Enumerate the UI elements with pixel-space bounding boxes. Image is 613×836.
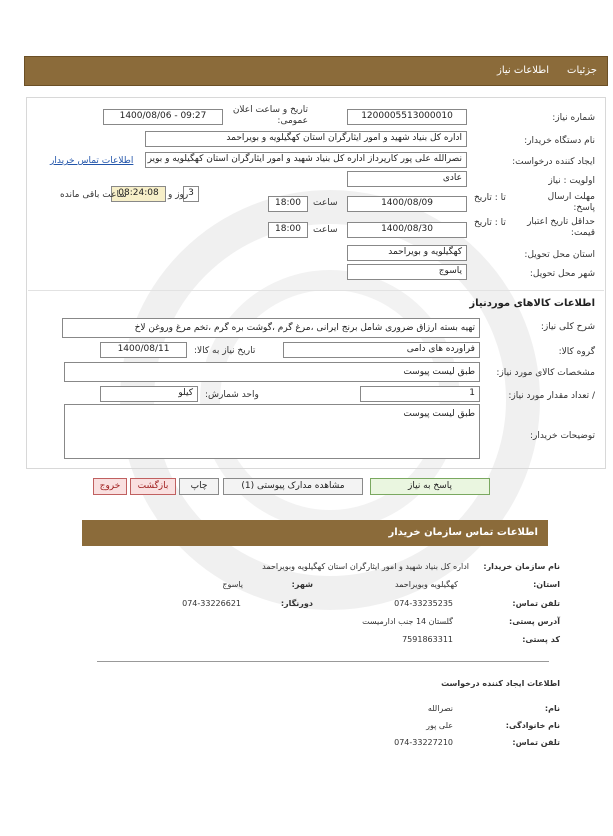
breadcrumb-details[interactable]: جزئیات xyxy=(567,65,597,76)
attachments-button[interactable]: مشاهده مدارک پیوستی (1) xyxy=(223,478,363,495)
creator-label: ایجاد کننده درخواست: xyxy=(512,157,595,167)
requester-first-name-value: نصرالله xyxy=(427,704,453,713)
buyer-org-label: نام دستگاه خریدار: xyxy=(524,136,595,146)
exit-button[interactable]: خروج xyxy=(93,478,127,495)
price-date-field: 1400/08/30 xyxy=(347,222,467,238)
contact-province-label: استان: xyxy=(533,580,560,589)
reply-time-field: 18:00 xyxy=(268,196,308,212)
reply-date-field: 1400/08/09 xyxy=(347,196,467,212)
contact-address-label: آدرس پستی: xyxy=(509,617,560,626)
remaining-time-field: 08:24:08 xyxy=(111,186,166,202)
contact-org-label: نام سازمان خریدار: xyxy=(483,562,560,571)
buyer-notes-label: توضیحات خریدار: xyxy=(529,431,595,441)
need-date-label: تاریخ نیاز به کالا: xyxy=(194,346,256,356)
section-divider xyxy=(28,290,604,291)
summary-label: شرح کلی نیاز: xyxy=(540,322,595,332)
contact-title: اطلاعات تماس سازمان خریدار xyxy=(388,527,538,538)
print-button[interactable]: چاپ xyxy=(179,478,219,495)
priority-field: عادی xyxy=(347,171,467,187)
unit-field: کیلو xyxy=(100,386,198,402)
specs-label: مشخصات کالای مورد نیاز: xyxy=(496,368,595,378)
contact-divider xyxy=(97,661,549,662)
buyer-org-field: اداره کل بنیاد شهید و امور ایثارگران استان کهگیلویه و بویراحمد xyxy=(145,131,467,147)
announce-field: 1400/08/06 - 09:27 xyxy=(103,109,223,125)
goods-section-title: اطلاعات کالاهای موردنیاز xyxy=(469,298,595,309)
requester-first-name-label: نام: xyxy=(544,704,560,713)
contact-fax-label: دورنگار: xyxy=(280,599,313,608)
price-until-label: تا : تاریخ xyxy=(474,218,506,228)
reply-time-label: ساعت xyxy=(313,198,338,208)
reply-button[interactable]: پاسخ به نیاز xyxy=(370,478,490,495)
contact-province-value: کهگیلویه وبویراحمد xyxy=(394,580,458,589)
days-left-field: 3 xyxy=(183,186,199,202)
back-button[interactable]: بازگشت xyxy=(130,478,176,495)
remaining-label: ساعت باقی مانده xyxy=(60,190,127,200)
days-label: روز و xyxy=(168,190,189,200)
need-number-field: 1200005513000010 xyxy=(347,109,467,125)
requester-title: اطلاعات ایجاد کننده درخواست xyxy=(441,679,560,688)
price-time-field: 18:00 xyxy=(268,222,308,238)
contact-fax-value: 074-33226621 xyxy=(182,599,241,608)
contact-postal-label: کد پستی: xyxy=(522,635,560,644)
contact-address-value: گلستان 14 جنب ادارمیست xyxy=(362,617,453,626)
contact-header xyxy=(82,520,548,546)
announce-label: تاریخ و ساعت اعلان عمومی: xyxy=(232,105,308,126)
city-field: یاسوج xyxy=(347,264,467,280)
page-header xyxy=(24,56,608,86)
province-label: استان محل تحویل: xyxy=(524,250,595,260)
price-time-label: ساعت xyxy=(313,225,338,235)
reply-until-label: تا : تاریخ xyxy=(474,193,506,203)
reply-deadline-label: مهلت ارسال پاسخ: xyxy=(547,192,595,213)
requester-last-name-value: علی پور xyxy=(426,721,453,730)
buyer-contact-link[interactable]: اطلاعات تماس خریدار xyxy=(50,156,134,166)
need-number-label: شماره نیاز: xyxy=(552,113,595,123)
contact-org-value: اداره کل بنیاد شهید و امور ایثارگران استان کهگیلویه وبویراحمد xyxy=(262,562,469,571)
requester-phone-value: 074-33227210 xyxy=(394,738,453,747)
qty-field: 1 xyxy=(360,386,480,402)
contact-city-value: یاسوج xyxy=(222,580,243,589)
contact-phone-label: تلفن تماس: xyxy=(512,599,560,608)
contact-city-label: شهر: xyxy=(291,580,313,589)
summary-field: تهیه بسته ارزاق ضروری شامل برنج ایرانی ،مرغ گرم ،گوشت بره گرم ،تخم مرغ وروغن لاخ xyxy=(62,318,480,338)
province-field: کهگیلویه و بویراحمد xyxy=(347,245,467,261)
creator-field: نصرالله علی پور کارپرداز اداره کل بنیاد شهید و امور ایثارگران استان کهگیلویه و بویر xyxy=(145,152,467,168)
qty-label: / تعداد مقدار مورد نیاز: xyxy=(508,391,595,401)
need-date-field: 1400/08/11 xyxy=(100,342,187,358)
group-field: فراورده های دامی xyxy=(283,342,480,358)
buyer-notes-field: طبق لیست پیوست xyxy=(64,404,480,459)
requester-last-name-label: نام خانوادگی: xyxy=(505,721,560,730)
specs-field: طبق لیست پیوست xyxy=(64,362,480,382)
contact-phone-value: 074-33235235 xyxy=(394,599,453,608)
priority-label: اولویت : نیاز xyxy=(548,176,595,186)
unit-label: واحد شمارش: xyxy=(205,390,259,400)
group-label: گروه کالا: xyxy=(558,347,595,357)
contact-postal-value: 7591863311 xyxy=(402,635,453,644)
city-label: شهر محل تحویل: xyxy=(529,269,595,279)
breadcrumb-need-info[interactable]: اطلاعات نیاز xyxy=(497,65,549,76)
price-validity-label: حداقل تاریخ اعتبار قیمت: xyxy=(527,217,595,238)
requester-phone-label: تلفن تماس: xyxy=(512,738,560,747)
